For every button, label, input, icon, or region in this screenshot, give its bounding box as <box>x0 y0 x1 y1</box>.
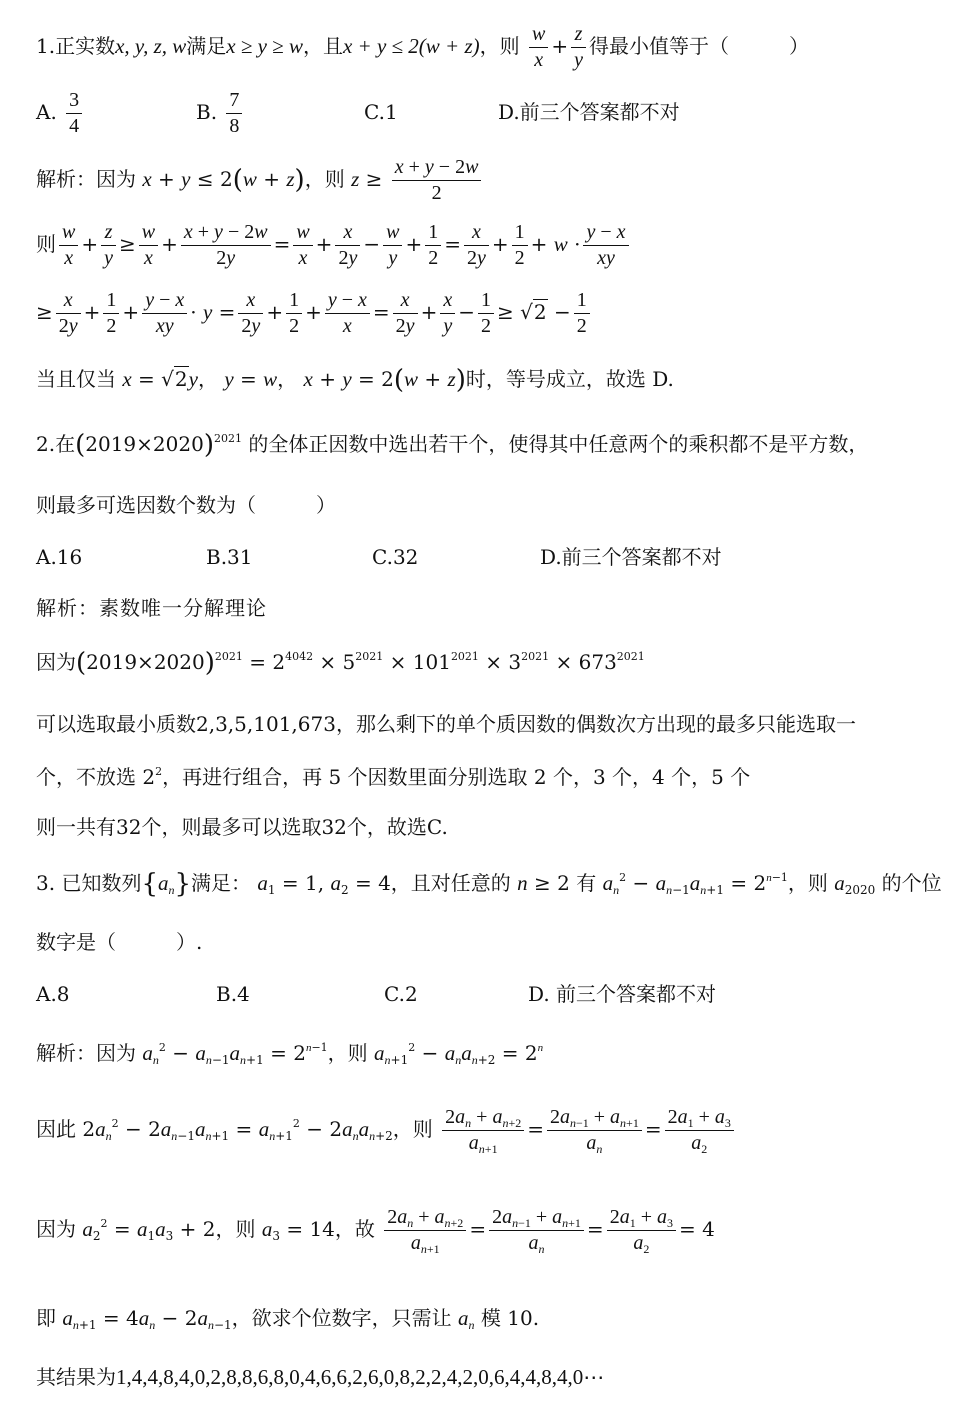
q3-option-b: B.4 <box>216 982 250 1006</box>
q2-stem-1: 2.在$(2019\times 2020)^{2021}$ 的全体正因数中选出若干个，使得其中任意两个的乘积都不是平方数， <box>36 430 869 460</box>
q2-option-c: C.32 <box>372 545 419 569</box>
q1-conclusion: 当且仅当 x = √2y， y = w， x + y = 2(w + z)时，等号成立，故选 D. <box>36 365 674 395</box>
q3-analysis-4: 即 $a_{n+1} = 4a_n - 2a_{n-1}$，欲求个位数字，只需让 $a_n$ 模 10. <box>36 1306 540 1332</box>
q2-line-a: 可以选取最小质数2,3,5,101,673，那么剩下的单个质因数的偶数次方出现的最多只能选取一 <box>36 712 856 736</box>
q1-stem-prefix: 1.正实数 <box>36 34 116 58</box>
q1-stem-ineq2: x + y ≤ 2(w + z) <box>342 34 480 58</box>
q3-analysis-3: 因为 $a_2^2 = a_1a_3 + 2$，则 $a_3 = 14$，故 $\frac{2a_n + a_{n+2}}{a_{n+1}}$ = $\frac{2a_{n-1} + a_{n+1}}{a_n}$ = $\frac{2a_1 + a_3}{a_2}$ = 4 <box>36 1206 715 1256</box>
q1-stem-mid2: ，且 <box>302 34 343 58</box>
q1-stem-vars: x, y, z, w <box>115 34 187 58</box>
q1-option-b-value: $\frac{7}{8}$ <box>226 88 242 139</box>
q1-option-a: A. $\frac{3}{4}$ <box>36 88 85 139</box>
q3-option-d: D. 前三个答案都不对 <box>528 982 717 1006</box>
q2-option-d: D.前三个答案都不对 <box>540 545 722 569</box>
q1-stem-suffix: 得最小值等于（ ） <box>589 34 810 58</box>
q1-analysis-1: 解析：因为 x + y ≤ 2(w + z)，则 z ≥ $\frac{x + y - 2w}{2}$ <box>36 155 484 206</box>
q1-analysis-2: 则 $\frac{w}{x}$ + $\frac{z}{y}$ ≥ $\frac{w}{x}$ + $\frac{x + y - 2w}{2y}$ = $\frac{w}{x}$ + $\frac{x}{2y}$ − $\frac{w}{y}$ + $\frac{1}{2}$ = $\frac{x}{2y}$ + $\frac{1}{2}$ + w · $\frac{y - x}{xy}$ <box>36 220 632 271</box>
q2-factorization: 因为$(2019\times 2020)^{2021} = 2^{4042} \times 5^{2021} \times 101^{2021} \times 3^{2021} \times 673^{2021}$ <box>36 648 645 678</box>
q3-option-a: A.8 <box>36 982 70 1006</box>
q1-stem-ineq1: x ≥ y ≥ w <box>226 34 303 58</box>
q2-analysis: 解析：素数唯一分解理论 <box>36 596 267 620</box>
q3-analysis-2: 因此 $2a_n^2 - 2a_{n-1}a_{n+1} = a_{n+1}^2 - 2a_na_{n+2}$，则 $\frac{2a_n + a_{n+2}}{a_{n+1}}$ = $\frac{2a_{n-1} + a_{n+1}}{a_n}$ = $\frac{2a_1 + a_3}{a_2}$ <box>36 1105 737 1156</box>
q3-stem-2: 数字是（ ）. <box>36 930 203 954</box>
q1-analysis-label: 解析： <box>36 167 96 191</box>
q2-stem-2: 则最多可选因数个数为（ ） <box>36 493 336 517</box>
q2-line-c: 则一共有32个，则最多可以选取32个，故选C. <box>36 815 448 839</box>
q2-line-b: 个，不放选 $2^2$，再进行组合，再 5 个因数里面分别选取 2 个，3 个，4 个，5 个 <box>36 765 751 789</box>
q1-option-d: D.前三个答案都不对 <box>498 100 680 124</box>
q1-stem: 1.正实数x, y, z, w满足x ≥ y ≥ w，且x + y ≤ 2(w + z)，则 $\frac{w}{x}$ + $\frac{z}{y}$ 得最小值等于（ ） <box>36 23 810 71</box>
q1-analysis-3: ≥ $\frac{x}{2y}$ + $\frac{1}{2}$ + $\frac{y - x}{xy}$ · y = $\frac{x}{2y}$ + $\frac{1}{2}$ + $\frac{y - x}{x}$ = $\frac{x}{2y}$ + $\frac{x}{y}$ − $\frac{1}{2}$ ≥ √2 − $\frac{1}{2}$ <box>36 288 593 339</box>
q3-option-c: C.2 <box>384 982 418 1006</box>
q1-stem-mid1: 满足 <box>186 34 227 58</box>
q1-stem-expr: $\frac{w}{x}$ <box>529 22 548 73</box>
q2-option-a: A.16 <box>36 545 83 569</box>
q1-option-a-value: $\frac{3}{4}$ <box>66 88 82 139</box>
q2-option-b: B.31 <box>206 545 253 569</box>
q1-option-c: C.1 <box>364 100 398 124</box>
q3-result-prefix: 其结果为 <box>36 1365 116 1389</box>
q3-analysis-1: 解析：因为 $a_n^2 - a_{n-1}a_{n+1} = 2^{n-1}$，则 $a_{n+1}^2 - a_na_{n+2} = 2^n$ <box>36 1041 544 1067</box>
q3-result <box>36 1364 604 1390</box>
q1-stem-mid3: ，则 <box>479 34 520 58</box>
q3-stem-1: 3. 已知数列$\{a_n\}$满足： $a_1 = 1$, $a_2 = 4$，且对任意的 n ≥ 2 有 $a_n^2 - a_{n-1}a_{n+1} = 2^{n-1}$，则 $a_{2020}$ 的个位 <box>36 869 942 899</box>
q1-option-b: B. $\frac{7}{8}$ <box>196 88 245 139</box>
q3-result-sequence: 1,4,4,8,4,0,2,8,8,6,8,0,4,6,6,2,6,0,8,2,2,4,2,0,6,4,4,8,4,0⋯ <box>116 1365 605 1389</box>
